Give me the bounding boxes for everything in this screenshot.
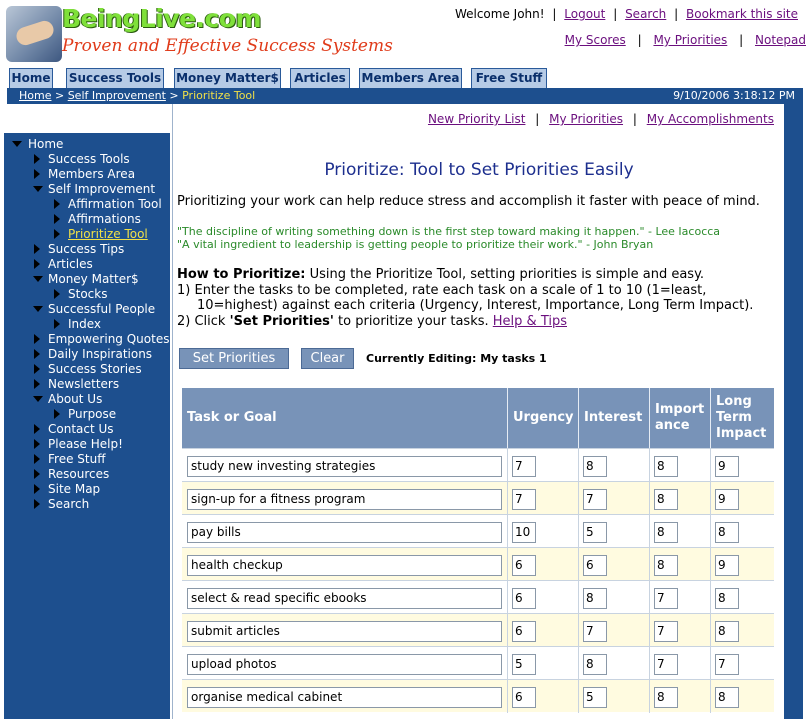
- urgency-cell: [507, 482, 578, 515]
- welcome-text: Welcome John!: [454, 7, 545, 21]
- task-cell: [182, 449, 507, 482]
- table-row: [182, 547, 774, 580]
- sidebar-item-success-tools[interactable]: Success Tools: [48, 152, 130, 166]
- interest-input[interactable]: 6: [583, 555, 607, 576]
- impact-cell: [710, 548, 774, 581]
- impact-cell: [710, 581, 774, 614]
- importance-cell: [649, 482, 710, 515]
- table-row: [182, 481, 774, 514]
- table-row: [182, 646, 774, 679]
- task-input[interactable]: sign-up for a fitness program: [187, 489, 502, 510]
- sidebar-item-success-stories[interactable]: Success Stories: [48, 362, 142, 376]
- collapsed-arrow-icon[interactable]: [34, 454, 40, 464]
- interest-cell: [578, 614, 649, 647]
- impact-input[interactable]: 8: [715, 522, 739, 543]
- tab-free-stuff[interactable]: Free Stuff: [471, 68, 547, 88]
- interest-cell: [578, 680, 649, 713]
- importance-cell: [649, 614, 710, 647]
- interest-input[interactable]: 5: [583, 687, 607, 708]
- currently-editing-label: Currently Editing: My tasks 1: [366, 352, 547, 365]
- importance-input[interactable]: 8: [654, 555, 678, 576]
- how-to-instructions: [177, 267, 753, 329]
- sidebar-item-search[interactable]: Search: [48, 497, 90, 511]
- howto-text: Using the Prioritize Tool, setting priorities is simple and easy.: [309, 267, 705, 282]
- tab-members-area[interactable]: Members Area: [359, 68, 462, 88]
- impact-cell: [710, 482, 774, 515]
- collapsed-arrow-icon[interactable]: [34, 364, 40, 374]
- urgency-cell: [507, 680, 578, 713]
- set-priorities-button[interactable]: Set Priorities: [179, 348, 289, 369]
- interest-cell: [578, 515, 649, 548]
- impact-input[interactable]: 8: [715, 687, 739, 708]
- intro-text: Prioritizing your work can help reduce stress and accomplish it faster with peace of mind.: [177, 194, 760, 209]
- importance-cell: [649, 581, 710, 614]
- urgency-input[interactable]: 6: [512, 621, 536, 642]
- task-input[interactable]: select & read specific ebooks: [187, 588, 502, 609]
- urgency-input[interactable]: 6: [512, 687, 536, 708]
- task-input[interactable]: organise medical cabinet: [187, 687, 502, 708]
- collapsed-arrow-icon[interactable]: [34, 424, 40, 434]
- interest-input[interactable]: 8: [583, 456, 607, 477]
- table-row: [182, 613, 774, 646]
- help-tips-link[interactable]: Help & Tips: [492, 313, 567, 329]
- urgency-input[interactable]: 10: [512, 522, 536, 543]
- interest-input[interactable]: 8: [583, 588, 607, 609]
- tab-articles[interactable]: Articles: [290, 68, 350, 88]
- interest-cell: [578, 581, 649, 614]
- interest-input[interactable]: 7: [583, 489, 607, 510]
- sidebar-item-purpose[interactable]: Purpose: [68, 407, 117, 421]
- collapsed-arrow-icon[interactable]: [34, 439, 40, 449]
- sidebar-item-index[interactable]: Index: [68, 317, 102, 331]
- sidebar-item-contact-us[interactable]: Contact Us: [48, 422, 114, 436]
- logout-link[interactable]: Logout: [564, 7, 606, 21]
- bullet-arrow-icon: [54, 229, 60, 239]
- collapsed-arrow-icon[interactable]: [54, 409, 60, 419]
- importance-input[interactable]: 7: [654, 621, 678, 642]
- task-input[interactable]: upload photos: [187, 654, 502, 675]
- impact-input[interactable]: 9: [715, 456, 739, 477]
- sidebar-item-home[interactable]: Home: [28, 137, 64, 151]
- current-datetime: 9/10/2006 3:18:12 PM: [673, 89, 795, 102]
- logo-tagline: Proven and Effective Success Systems: [62, 36, 393, 56]
- urgency-cell: [507, 647, 578, 680]
- header-task: Task or Goal: [187, 410, 277, 425]
- quote-bryan: "A vital ingredient to leadership is getting people to prioritize their work." - John Bryan: [177, 238, 654, 251]
- sidebar-item-please-help[interactable]: Please Help!: [48, 437, 123, 451]
- urgency-input[interactable]: 6: [512, 588, 536, 609]
- importance-input[interactable]: 8: [654, 687, 678, 708]
- task-input[interactable]: health checkup: [187, 555, 502, 576]
- impact-input[interactable]: 8: [715, 621, 739, 642]
- urgency-input[interactable]: 5: [512, 654, 536, 675]
- importance-cell: [649, 548, 710, 581]
- impact-cell: [710, 680, 774, 713]
- step2-mid: to prioritize your tasks.: [333, 313, 493, 329]
- impact-cell: [710, 614, 774, 647]
- collapsed-arrow-icon[interactable]: [34, 469, 40, 479]
- site-header: [0, 0, 812, 68]
- collapsed-arrow-icon[interactable]: [34, 154, 40, 164]
- task-cell: [182, 515, 507, 548]
- sidebar-nav: [4, 133, 170, 719]
- sidebar-item-site-map[interactable]: Site Map: [48, 482, 101, 496]
- urgency-cell: [507, 614, 578, 647]
- importance-input[interactable]: 7: [654, 654, 678, 675]
- logo-title: BeingLive.com: [62, 4, 262, 33]
- urgency-input[interactable]: 7: [512, 489, 536, 510]
- sidebar-item-success-tips[interactable]: Success Tips: [48, 242, 125, 256]
- collapsed-arrow-icon[interactable]: [34, 499, 40, 509]
- handshake-logo-icon: [6, 6, 62, 62]
- table-row: [182, 448, 774, 481]
- interest-cell: [578, 449, 649, 482]
- urgency-cell: [507, 515, 578, 548]
- urgency-input[interactable]: 7: [512, 456, 536, 477]
- collapsed-arrow-icon[interactable]: [34, 379, 40, 389]
- interest-input[interactable]: 8: [583, 654, 607, 675]
- sidebar-item-resources[interactable]: Resources: [48, 467, 110, 481]
- right-border: [784, 104, 803, 719]
- importance-cell: [649, 449, 710, 482]
- sidebar-item-prioritize-tool[interactable]: Prioritize Tool: [68, 227, 148, 241]
- impact-cell: [710, 449, 774, 482]
- expanded-arrow-icon[interactable]: [33, 276, 43, 282]
- my-priorities-subnav-link[interactable]: My Priorities: [549, 112, 624, 126]
- importance-input[interactable]: 8: [654, 522, 678, 543]
- impact-input[interactable]: 9: [715, 489, 739, 510]
- urgency-cell: [507, 548, 578, 581]
- clear-button[interactable]: Clear: [301, 348, 354, 369]
- tab-home[interactable]: Home: [9, 68, 53, 88]
- search-link[interactable]: Search: [625, 7, 667, 21]
- sidebar-item-stocks[interactable]: Stocks: [68, 287, 108, 301]
- breadcrumb-self-improvement[interactable]: Self Improvement: [67, 89, 166, 102]
- importance-input[interactable]: 8: [654, 489, 678, 510]
- collapsed-arrow-icon[interactable]: [34, 244, 40, 254]
- sidebar-item-self-improvement[interactable]: Self Improvement: [48, 182, 156, 196]
- impact-cell: [710, 515, 774, 548]
- step1-line2: 10=highest) against each criteria (Urgency, Interest, Importance, Long Term Impact).: [197, 298, 754, 314]
- collapsed-arrow-icon[interactable]: [34, 484, 40, 494]
- breadcrumb-home[interactable]: Home: [19, 89, 52, 102]
- breadcrumb: [19, 88, 255, 104]
- interest-input[interactable]: 7: [583, 621, 607, 642]
- impact-cell: [710, 647, 774, 680]
- step1-line1: 1) Enter the tasks to be completed, rate each task on a scale of 1 to 10 (1=least,: [177, 282, 707, 298]
- my-accomplishments-link[interactable]: My Accomplishments: [646, 112, 774, 126]
- sidebar-item-affirmations[interactable]: Affirmations: [68, 212, 141, 226]
- task-cell: [182, 548, 507, 581]
- breadcrumb-separator: >: [169, 89, 179, 102]
- sidebar-item-successful-people[interactable]: Successful People: [48, 302, 156, 316]
- sidebar-item-newsletters[interactable]: Newsletters: [48, 377, 120, 391]
- importance-input[interactable]: 7: [654, 588, 678, 609]
- task-cell: [182, 581, 507, 614]
- task-cell: [182, 614, 507, 647]
- table-header: [182, 388, 774, 448]
- header-interest: Interest: [578, 388, 649, 448]
- task-input[interactable]: submit articles: [187, 621, 502, 642]
- my-scores-link[interactable]: My Scores: [564, 33, 626, 47]
- importance-cell: [649, 647, 710, 680]
- task-input[interactable]: pay bills: [187, 522, 502, 543]
- step2-prefix: 2) Click: [177, 313, 230, 329]
- task-cell: [182, 647, 507, 680]
- account-links: Welcome John! | Logout | Search | Bookmark this site: [454, 7, 798, 21]
- interest-cell: [578, 647, 649, 680]
- tab-success-tools[interactable]: Success Tools: [66, 68, 164, 88]
- header-importance: Import ance: [649, 388, 710, 448]
- collapsed-arrow-icon[interactable]: [54, 319, 60, 329]
- bullet-arrow-icon: [54, 214, 60, 224]
- expanded-arrow-icon[interactable]: [12, 141, 22, 147]
- howto-heading: How to Prioritize:: [177, 267, 306, 282]
- quote-iacocca: "The discipline of writing something down is the first step toward making it happen." - Lee Iacocca: [177, 225, 721, 238]
- table-row: [182, 580, 774, 613]
- sidebar-item-money-matter[interactable]: Money Matter$: [48, 272, 139, 286]
- expanded-arrow-icon[interactable]: [33, 186, 43, 192]
- expanded-arrow-icon[interactable]: [33, 306, 43, 312]
- expanded-arrow-icon[interactable]: [33, 396, 43, 402]
- header-urgency: Urgency: [507, 388, 578, 448]
- priority-subnav: New Priority List | My Priorities | My Accomplishments: [427, 112, 774, 126]
- urgency-cell: [507, 581, 578, 614]
- sidebar-item-free-stuff[interactable]: Free Stuff: [48, 452, 106, 466]
- urgency-cell: [507, 449, 578, 482]
- sidebar-item-daily-inspirations[interactable]: Daily Inspirations: [48, 347, 153, 361]
- sidebar-item-members-area[interactable]: Members Area: [48, 167, 136, 181]
- task-input[interactable]: study new investing strategies: [187, 456, 502, 477]
- page-title: Prioritize: Tool to Set Priorities Easily: [324, 160, 634, 180]
- urgency-input[interactable]: 6: [512, 555, 536, 576]
- sidebar-item-about-us[interactable]: About Us: [48, 392, 103, 406]
- my-priorities-link[interactable]: My Priorities: [653, 33, 728, 47]
- interest-cell: [578, 548, 649, 581]
- collapsed-arrow-icon[interactable]: [34, 169, 40, 179]
- sidebar-item-affirmation-tool[interactable]: Affirmation Tool: [68, 197, 162, 211]
- breadcrumb-bar: [7, 88, 803, 104]
- importance-cell: [649, 515, 710, 548]
- step2-bold: 'Set Priorities': [229, 313, 334, 329]
- tab-money-matters[interactable]: Money Matter$: [174, 68, 281, 88]
- collapsed-arrow-icon[interactable]: [34, 259, 40, 269]
- collapsed-arrow-icon[interactable]: [34, 334, 40, 344]
- collapsed-arrow-icon[interactable]: [54, 289, 60, 299]
- site-logo[interactable]: [6, 4, 393, 62]
- notepad-link[interactable]: Notepad: [755, 33, 806, 47]
- interest-input[interactable]: 5: [583, 522, 607, 543]
- importance-cell: [649, 680, 710, 713]
- sidebar-item-articles[interactable]: Articles: [48, 257, 93, 271]
- table-row: [182, 514, 774, 547]
- task-cell: [182, 680, 507, 713]
- bookmark-link[interactable]: Bookmark this site: [686, 7, 798, 21]
- member-links: My Scores | My Priorities | Notepad: [564, 33, 806, 47]
- impact-input[interactable]: 9: [715, 555, 739, 576]
- impact-input[interactable]: 8: [715, 588, 739, 609]
- header-long-term-impact: Long Term Impact: [710, 388, 774, 448]
- task-cell: [182, 482, 507, 515]
- impact-input[interactable]: 7: [715, 654, 739, 675]
- importance-input[interactable]: 8: [654, 456, 678, 477]
- breadcrumb-separator: >: [54, 89, 65, 102]
- interest-cell: [578, 482, 649, 515]
- sidebar-item-empowering-quotes[interactable]: Empowering Quotes: [48, 332, 170, 346]
- bullet-arrow-icon: [54, 199, 60, 209]
- new-priority-list-link[interactable]: New Priority List: [427, 112, 526, 126]
- breadcrumb-current: Prioritize Tool: [182, 89, 256, 102]
- table-row: [182, 679, 774, 712]
- main-content: [172, 104, 784, 719]
- collapsed-arrow-icon[interactable]: [34, 349, 40, 359]
